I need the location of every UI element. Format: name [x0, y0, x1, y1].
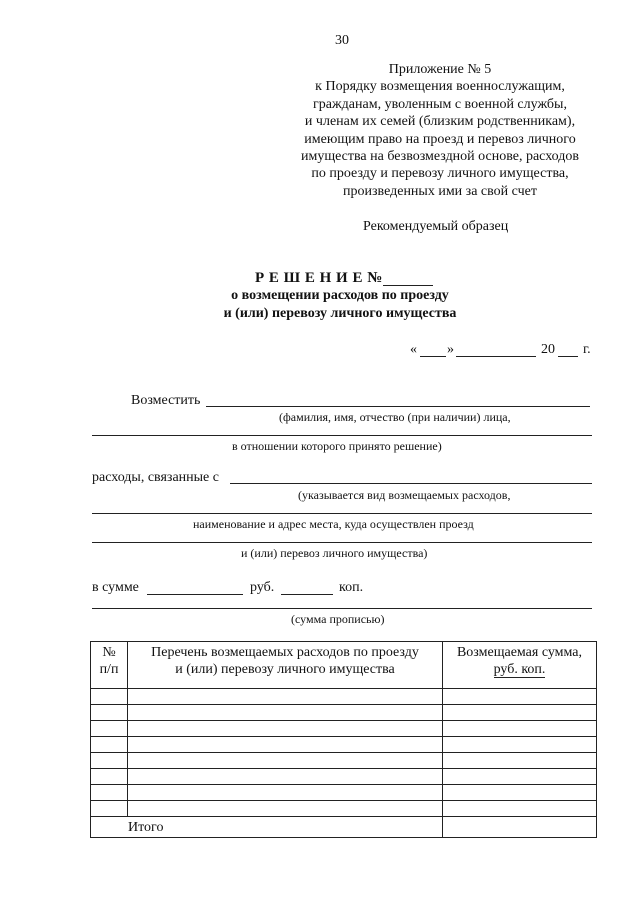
col-amount-line-1: Возмещаемая сумма, — [456, 645, 583, 660]
total-label: Итого — [91, 817, 443, 838]
cell-list[interactable] — [128, 721, 443, 737]
expenses-table — [90, 641, 597, 838]
table-row[interactable] — [91, 801, 597, 817]
cell-amount[interactable] — [443, 689, 597, 705]
date-open-quote: « — [410, 342, 417, 357]
cell-number[interactable] — [91, 705, 128, 721]
cell-amount[interactable] — [443, 801, 597, 817]
expenses-hint-3: и (или) перевоз личного имущества) — [241, 546, 428, 560]
sum-kop-label: коп. — [339, 580, 364, 595]
appendix-line: произведенных ими за свой счет — [343, 183, 537, 199]
appendix-line: имущества на безвозмездной основе, расходов — [300, 149, 580, 165]
cell-amount[interactable] — [443, 721, 597, 737]
title-line-1: о возмещении расходов по проезду — [231, 288, 449, 303]
sum-label: в сумме — [92, 580, 139, 595]
cell-list[interactable] — [128, 753, 443, 769]
cell-amount[interactable] — [443, 769, 597, 785]
cell-list[interactable] — [128, 801, 443, 817]
cell-number[interactable] — [91, 785, 128, 801]
col-list-header — [128, 642, 443, 689]
cell-list[interactable] — [128, 689, 443, 705]
cell-list[interactable] — [128, 737, 443, 753]
col-number-line-1: № — [102, 645, 116, 660]
cell-number[interactable] — [91, 753, 128, 769]
cell-number[interactable] — [91, 737, 128, 753]
expenses-hint-1: (указывается вид возмещаемых расходов, — [298, 488, 511, 502]
table-row[interactable] — [91, 689, 597, 705]
sum-hint: (сумма прописью) — [291, 612, 385, 626]
reimburse-hint-1: (фамилия, имя, отчество (при наличии) лица, — [279, 410, 511, 424]
appendix-header — [270, 61, 610, 200]
table-row[interactable] — [91, 785, 597, 801]
reimburse-label: Возместить — [131, 393, 201, 408]
cell-number[interactable] — [91, 801, 128, 817]
date-close-quote: » — [447, 342, 454, 357]
sum-rub-line[interactable] — [147, 594, 243, 595]
col-number-line-2: п/п — [99, 662, 119, 677]
table-row[interactable] — [91, 737, 597, 753]
cell-amount[interactable] — [443, 753, 597, 769]
col-amount-line-2 — [443, 661, 596, 678]
table-row[interactable] — [91, 721, 597, 737]
expenses-line-1[interactable] — [230, 483, 592, 484]
cell-amount[interactable] — [443, 705, 597, 721]
date-year-suffix: г. — [583, 342, 591, 357]
title-line-2: и (или) перевозу личного имущества — [223, 306, 457, 321]
reimburse-name-line[interactable] — [206, 406, 590, 407]
col-amount-header — [443, 642, 597, 689]
total-amount-cell[interactable] — [443, 817, 597, 838]
sum-kop-line[interactable] — [281, 594, 333, 595]
reimburse-name-line-2[interactable] — [92, 435, 592, 436]
date-day-line[interactable] — [420, 356, 446, 357]
cell-amount[interactable] — [443, 737, 597, 753]
decision-number-line[interactable] — [383, 285, 433, 286]
table-total-row — [91, 817, 597, 838]
table-row[interactable] — [91, 705, 597, 721]
date-month-line[interactable] — [456, 356, 536, 357]
col-number-header — [91, 642, 128, 689]
cell-number[interactable] — [91, 721, 128, 737]
recommended-sample: Рекомендуемый образец — [363, 219, 509, 234]
cell-list[interactable] — [128, 769, 443, 785]
decision-heading: Р Е Ш Е Н И Е № — [255, 270, 383, 286]
cell-list[interactable] — [128, 785, 443, 801]
date-year-line[interactable] — [558, 356, 578, 357]
appendix-line: к Порядку возмещения военнослужащим, — [315, 79, 565, 95]
date-year-prefix: 20 — [541, 342, 555, 357]
expenses-line-3[interactable] — [92, 542, 592, 543]
cell-amount[interactable] — [443, 785, 597, 801]
expenses-hint-2: наименование и адрес места, куда осуществлен проезд — [193, 517, 474, 531]
appendix-line: по проезду и перевозу личного имущества, — [311, 166, 569, 182]
col-list-line-1: Перечень возмещаемых расходов по проезду — [151, 645, 419, 660]
expenses-label: расходы, связанные с — [92, 470, 219, 485]
appendix-line: гражданам, уволенным с военной службы, — [313, 96, 567, 112]
expenses-line-2[interactable] — [92, 513, 592, 514]
sum-rub-label: руб. — [250, 580, 275, 595]
cell-number[interactable] — [91, 689, 128, 705]
appendix-line: имеющим право на проезд и перевоз личного — [304, 131, 576, 147]
cell-list[interactable] — [128, 705, 443, 721]
reimburse-hint-2: в отношении которого принято решение) — [232, 439, 442, 453]
page-number: 30 — [335, 33, 349, 48]
table-row[interactable] — [91, 769, 597, 785]
col-amount-unit: руб. коп. — [493, 662, 546, 677]
sum-words-line[interactable] — [92, 608, 592, 609]
col-list-line-2: и (или) перевозу личного имущества — [175, 662, 395, 677]
cell-number[interactable] — [91, 769, 128, 785]
appendix-line: Приложение № 5 — [388, 62, 492, 77]
appendix-line: и членам их семей (близким родственникам), — [304, 114, 576, 130]
table-header-row — [91, 642, 597, 689]
table-row[interactable] — [91, 753, 597, 769]
